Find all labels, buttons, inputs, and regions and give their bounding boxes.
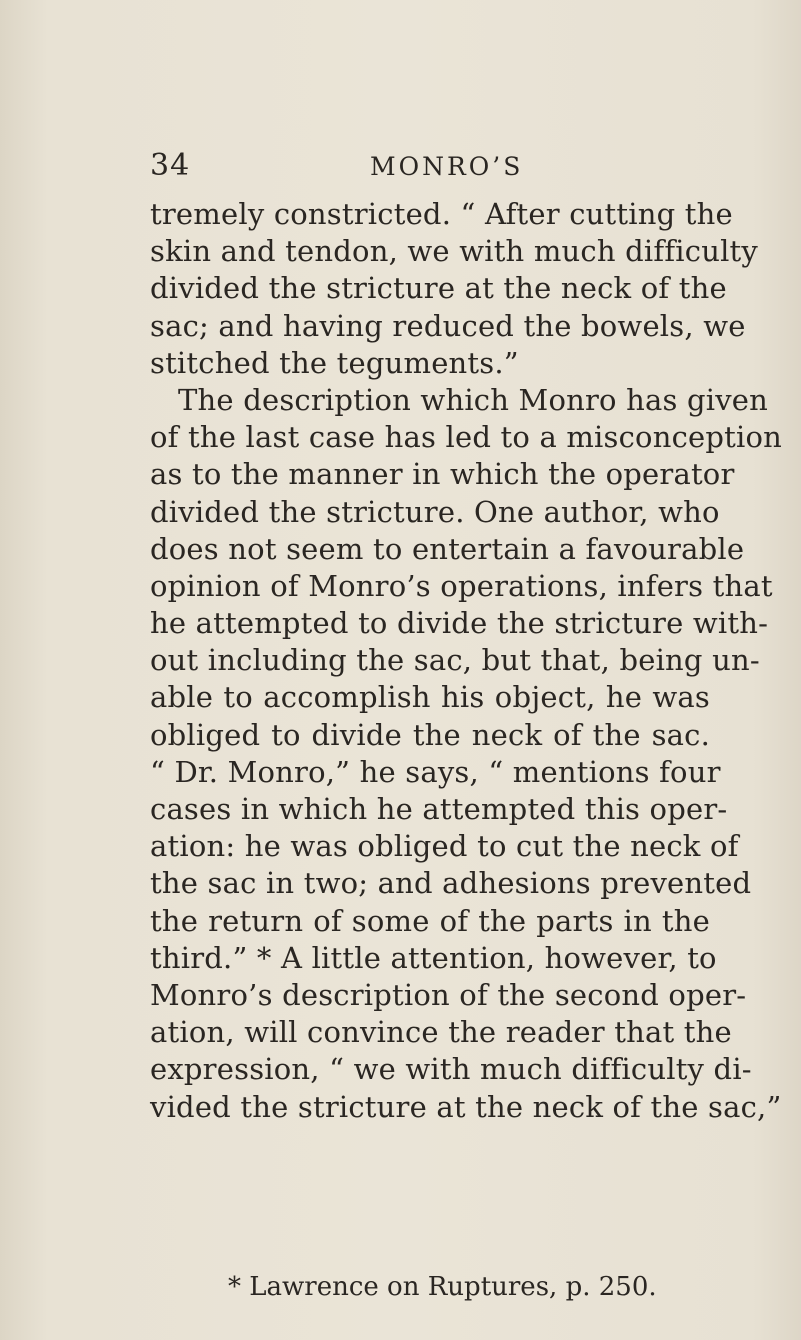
text-line: tremely constricted. “ After cutting the [150, 197, 733, 231]
footnote: * Lawrence on Ruptures, p. 250. [228, 1272, 657, 1302]
text-line: stitched the teguments.” [150, 345, 519, 380]
text-line: the sac in two; and adhesions prevented [150, 866, 752, 901]
text-line: expression, “ we with much difficulty di- [150, 1052, 752, 1087]
body-text [150, 196, 783, 1126]
text-line: does not seem to entertain a favourable [150, 531, 745, 566]
text-line: skin and tendon, we with much difficulty [150, 234, 758, 269]
text-line: vided the stricture at the neck of the sac,” [150, 1089, 782, 1124]
text-line: cases in which he attempted this oper- [150, 792, 728, 826]
text-line: opinion of Monro’s operations, infers that [150, 568, 773, 603]
text-line: “ Dr. Monro,” he says, “ mentions four [150, 754, 721, 789]
text-line: sac; and having reduced the bowels, we [150, 308, 746, 343]
text-line: able to accomplish his object, he was [150, 680, 710, 715]
text-line: obliged to divide the neck of the sac. [150, 717, 710, 752]
text-line: ation: he was obliged to cut the neck of [150, 829, 739, 864]
text-line: as to the manner in which the operator [150, 457, 735, 492]
text-line: he attempted to divide the stricture with- [150, 606, 769, 641]
text-line: of the last case has led to a misconception [150, 420, 783, 455]
text-line: The description which Monro has given [178, 382, 769, 417]
text-line: out including the sac, but that, being un- [150, 643, 760, 678]
text-line: divided the stricture. One author, who [150, 494, 720, 529]
text-line: the return of some of the parts in the [150, 903, 710, 938]
running-head: MONRO’S [370, 152, 524, 181]
page-number: 34 [150, 148, 191, 183]
text-line: third.” * A little attention, however, to [150, 940, 717, 975]
text-line: divided the stricture at the neck of the [150, 271, 727, 306]
text-line: Monro’s description of the second oper- [150, 977, 747, 1012]
page-header [150, 148, 750, 188]
text-line: ation, will convince the reader that the [150, 1015, 732, 1050]
